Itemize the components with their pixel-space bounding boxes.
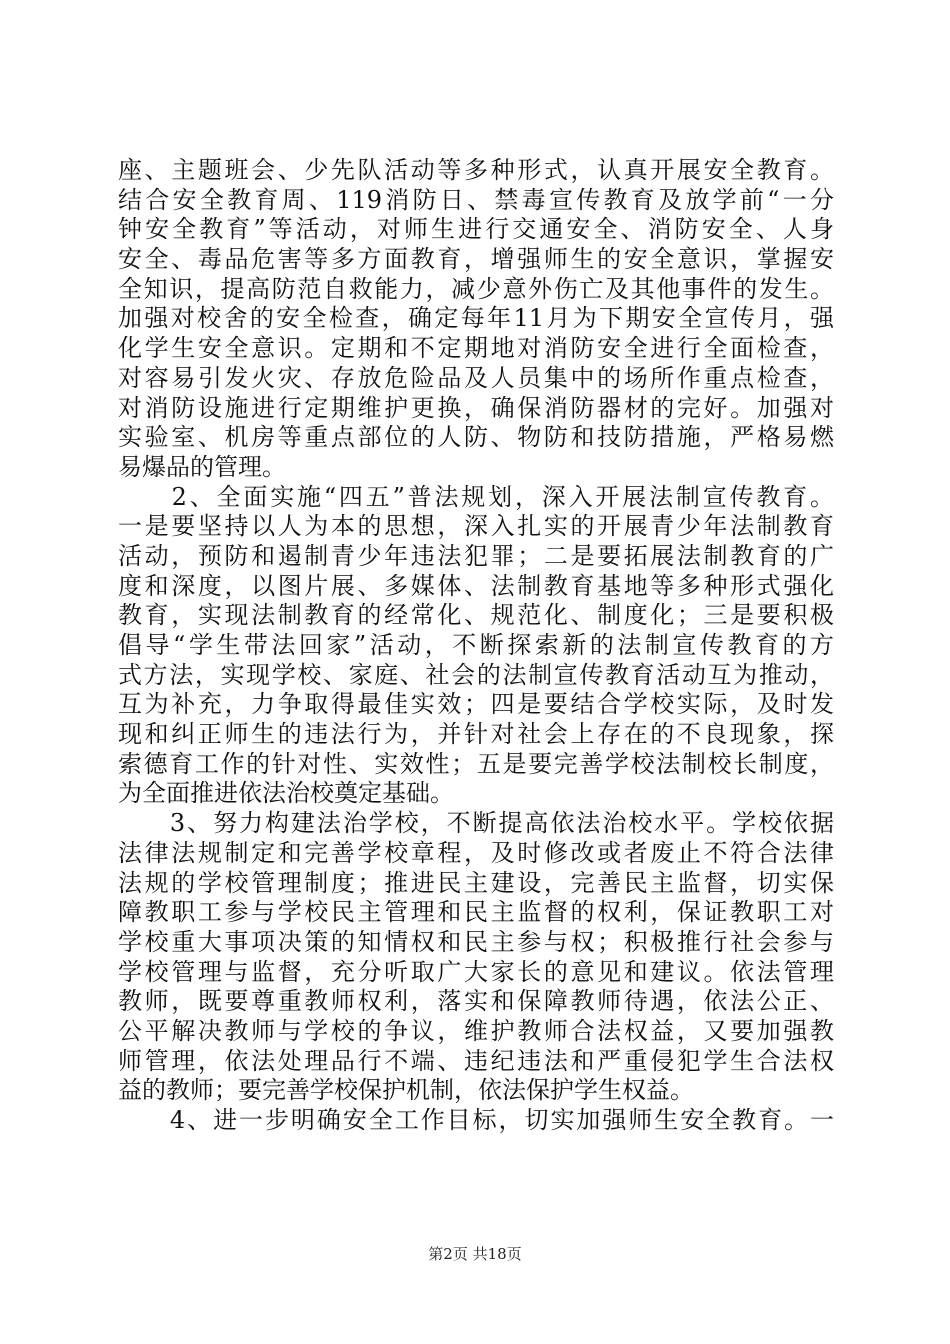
text-line: 互为补充，力争取得最佳实效；四是要结合学校实际，及时发 — [118, 690, 834, 719]
text-line: 实验室、机房等重点部位的人防、物防和技防措施，严格易燃 — [118, 423, 834, 452]
text-line: 现和纠正师生的违法行为，并针对社会上存在的不良现象，探 — [118, 720, 834, 749]
text-line: 学校重大事项决策的知情权和民主参与权；积极推行社会参与 — [118, 927, 834, 956]
text-line: 加强对校舍的安全检查，确定每年11月为下期安全宣传月，强 — [118, 304, 834, 333]
text-line: 全知识，提高防范自救能力，减少意外伤亡及其他事件的发生。 — [118, 274, 834, 303]
text-line: 学校管理与监督，充分听取广大家长的意见和建议。依法管理 — [118, 957, 834, 986]
text-line: 3、努力构建法治学校，不断提高依法治校水平。学校依据 — [118, 809, 834, 838]
paragraph-end-line: 易爆品的管理。 — [118, 452, 286, 481]
text-line: 化学生安全意识。定期和不定期地对消防安全进行全面检查， — [118, 334, 834, 363]
text-line: 结合安全教育周、119消防日、禁毒宣传教育及放学前“一分 — [118, 185, 834, 214]
text-line: 法规的学校管理制度；推进民主建设，完善民主监督，切实保 — [118, 868, 834, 897]
paragraph-end-line: 为全面推进依法治校奠定基础。 — [118, 779, 454, 808]
text-line: 公平解决教师与学校的争议，维护教师合法权益，又要加强教 — [118, 1016, 834, 1045]
text-line: 2、全面实施“四五”普法规划，深入开展法制宣传教育。 — [118, 482, 834, 511]
text-line: 法律法规制定和完善学校章程，及时修改或者废止不符合法律 — [118, 838, 834, 867]
text-line: 索德育工作的针对性、实效性；五是要完善学校法制校长制度， — [118, 749, 834, 778]
text-line: 安全、毒品危害等多方面教育，增强师生的安全意识，掌握安 — [118, 245, 834, 274]
text-line: 式方法，实现学校、家庭、社会的法制宣传教育活动互为推动， — [118, 660, 834, 689]
text-line: 钟安全教育”等活动，对师生进行交通安全、消防安全、人身 — [118, 215, 834, 244]
text-line: 座、主题班会、少先队活动等多种形式，认真开展安全教育。 — [118, 156, 834, 184]
text-line: 倡导“学生带法回家”活动，不断探索新的法制宣传教育的方 — [118, 631, 834, 659]
text-line: 教育，实现法制教育的经常化、规范化、制度化；三是要积极 — [118, 601, 834, 630]
text-line: 4、进一步明确安全工作目标，切实加强师生安全教育。一 — [118, 1106, 834, 1134]
page-number-footer: 第2页 共18页 — [428, 1245, 522, 1263]
text-line: 教师，既要尊重教师权利，落实和保障教师待遇，依法公正、 — [118, 987, 834, 1016]
text-line: 障教职工参与学校民主管理和民主监督的权利，保证教职工对 — [118, 898, 834, 927]
paragraph-end-line: 益的教师；要完善学校保护机制，依法保护学生权益。 — [118, 1076, 694, 1105]
document-body — [118, 156, 834, 1136]
text-line: 对容易引发火灾、存放危险品及人员集中的场所作重点检查， — [118, 363, 834, 392]
text-line: 一是要坚持以人为本的思想，深入扎实的开展青少年法制教育 — [118, 512, 834, 541]
text-line: 度和深度，以图片展、多媒体、法制教育基地等多种形式强化 — [118, 571, 834, 600]
text-line: 对消防设施进行定期维护更换，确保消防器材的完好。加强对 — [118, 393, 834, 422]
text-line: 活动，预防和遏制青少年违法犯罪；二是要拓展法制教育的广 — [118, 541, 834, 570]
text-line: 师管理，依法处理品行不端、违纪违法和严重侵犯学生合法权 — [118, 1046, 834, 1075]
